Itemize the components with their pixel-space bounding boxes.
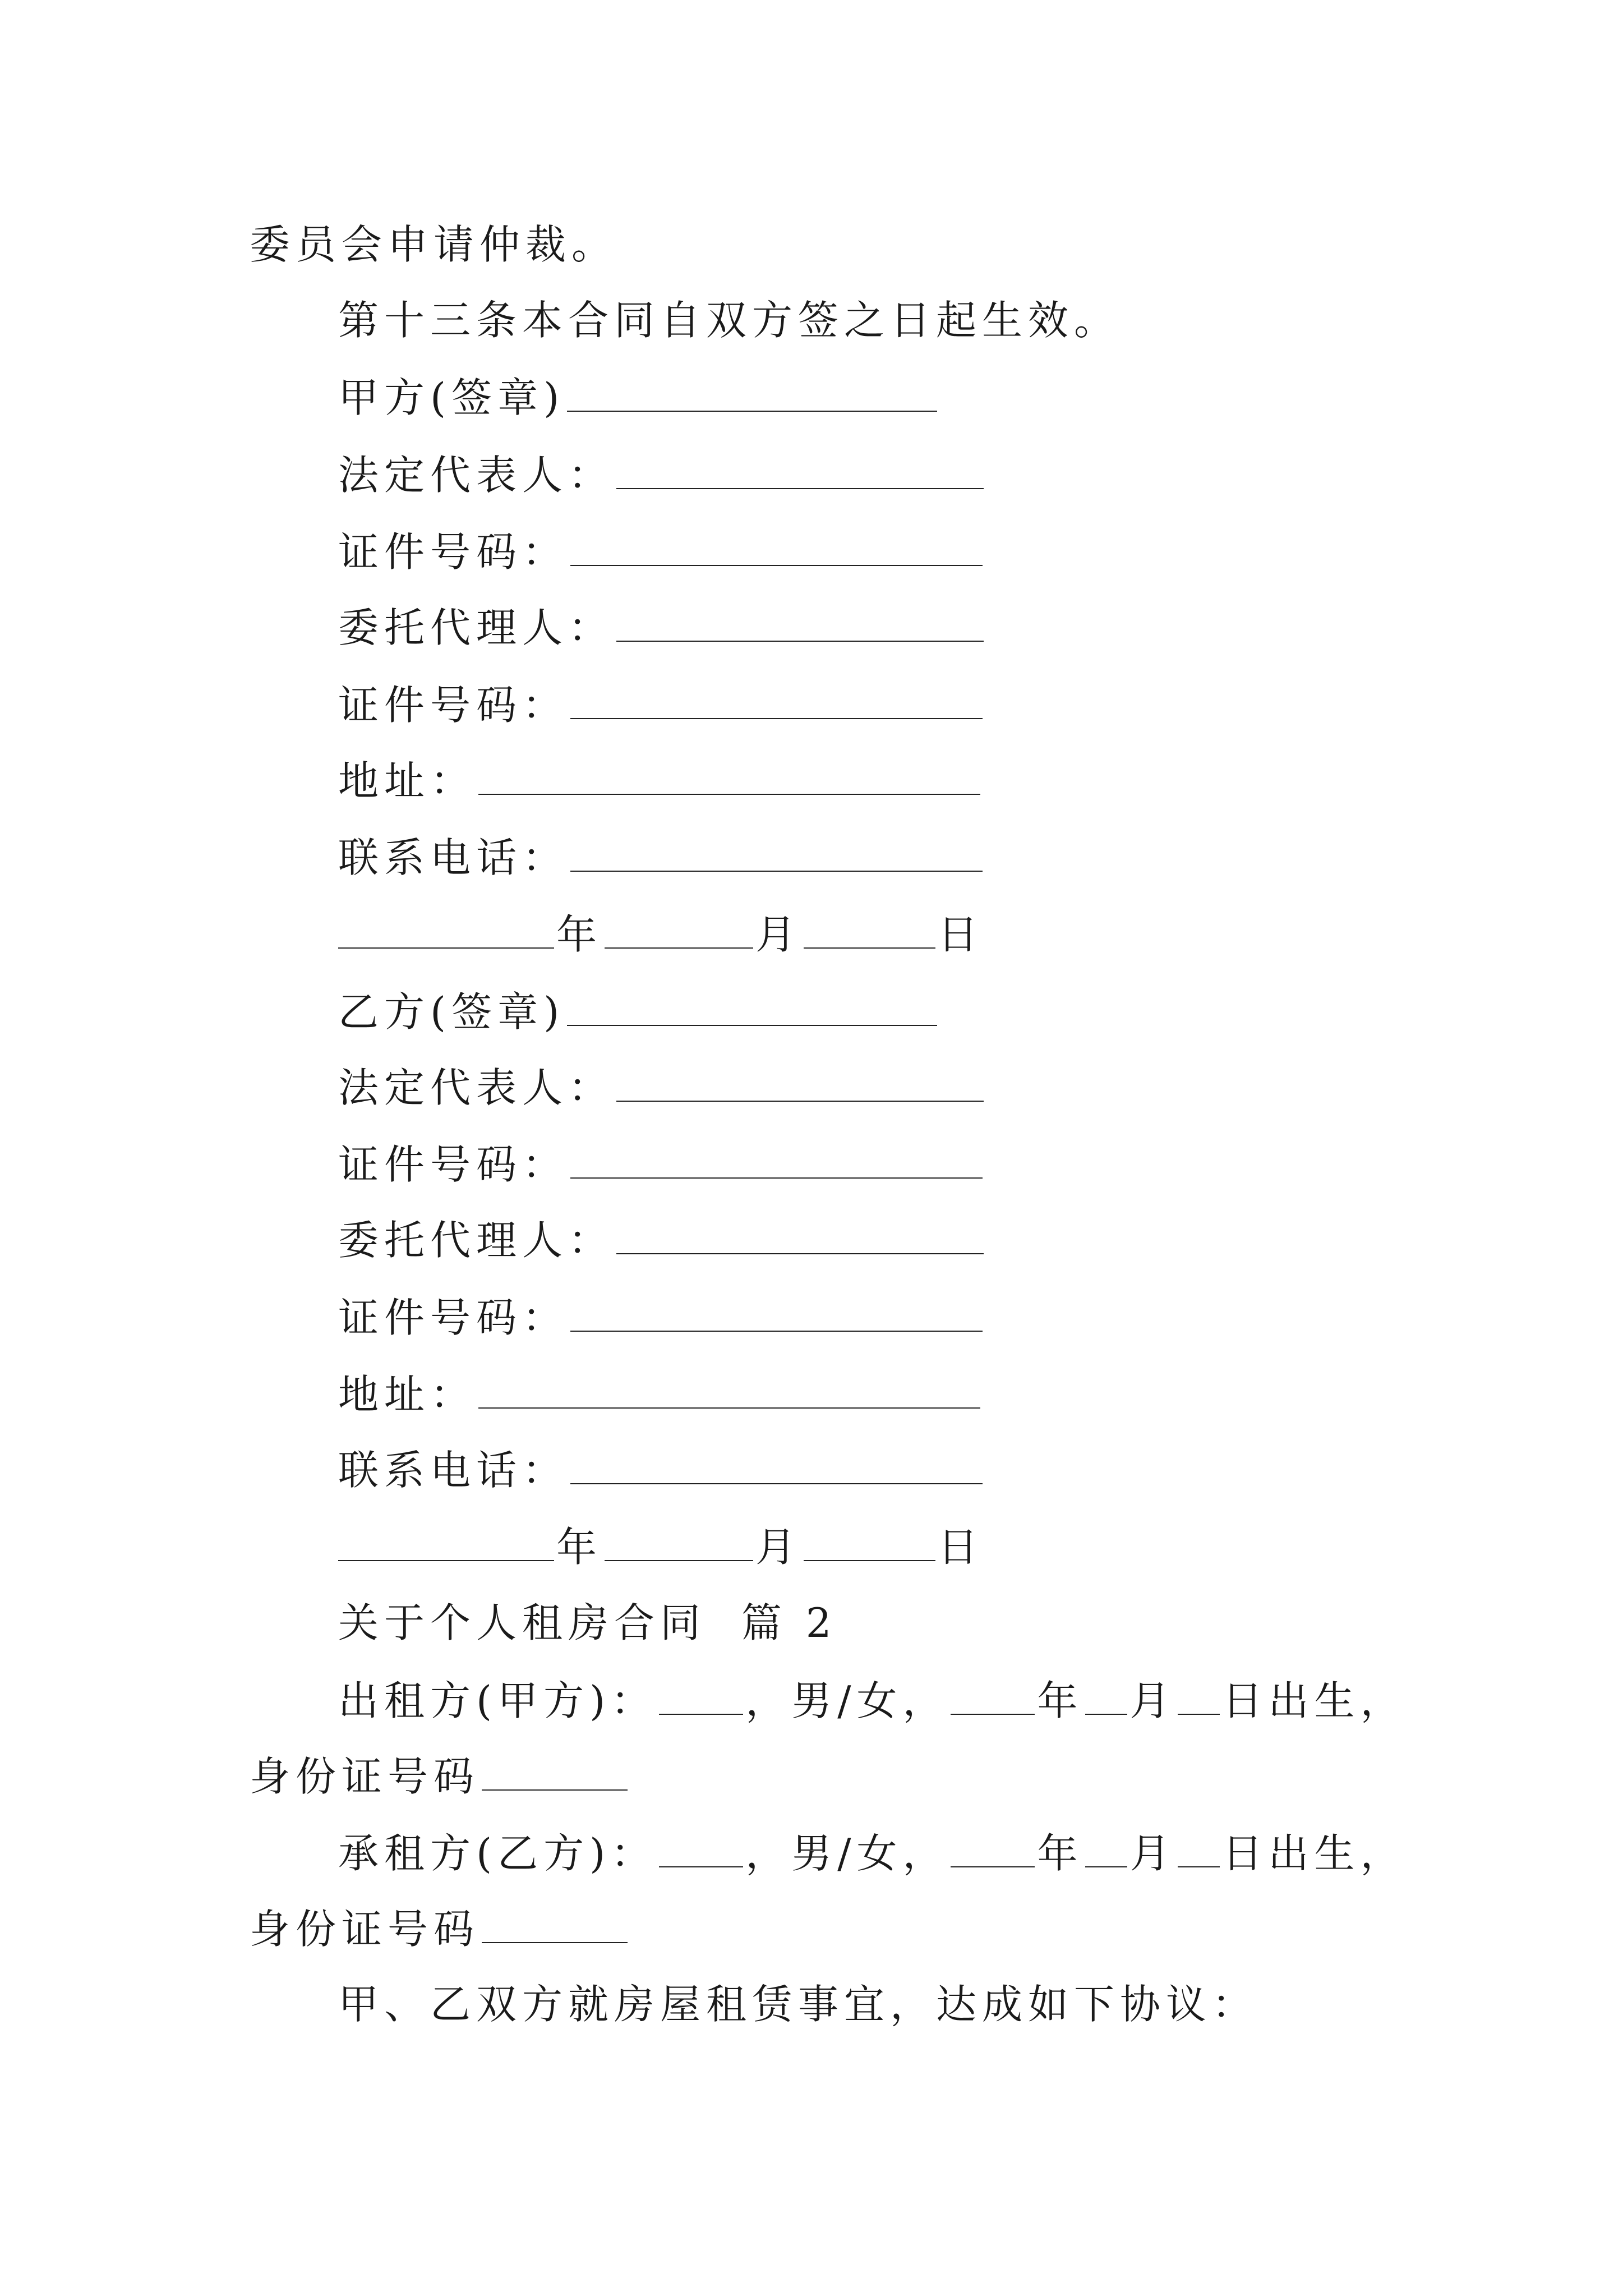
day-blank (804, 913, 935, 949)
date-field (338, 913, 984, 958)
field-label: 地址： (338, 1371, 477, 1418)
year-label: 年 (1037, 1677, 1083, 1724)
field-label: 证件号码： (338, 682, 569, 729)
year-blank (951, 1679, 1035, 1715)
month-blank (605, 1525, 753, 1561)
field-label: 证件号码： (338, 528, 569, 576)
day-label: 日 (938, 1524, 984, 1571)
form-field (338, 1066, 986, 1111)
form-field (338, 453, 986, 498)
form-field (338, 606, 986, 651)
year-label: 年 (556, 911, 603, 958)
paragraph-line (338, 1981, 1258, 2029)
paragraph-line (338, 297, 1121, 345)
month-label: 月 (755, 1524, 802, 1571)
party-line (338, 1832, 1407, 1876)
year-label: 年 (1037, 1830, 1083, 1877)
field-label: 乙方(签章) (338, 988, 565, 1036)
month-blank (1085, 1679, 1127, 1715)
field-label: 身份证号码 (250, 1906, 480, 1953)
day-label: 日 (938, 911, 984, 958)
form-field (338, 1296, 985, 1341)
form-field (338, 1373, 983, 1418)
fill-blank (567, 376, 937, 412)
party-label: 承租方(乙方)： (338, 1830, 657, 1877)
day-blank (804, 1525, 935, 1561)
form-field (338, 1143, 985, 1188)
birth-text: 日出生， (1222, 1677, 1407, 1724)
name-blank (659, 1832, 743, 1867)
id-blank (482, 1907, 628, 1943)
fill-blank (570, 836, 983, 872)
fill-blank (616, 606, 984, 642)
gender-text: ，男/女， (745, 1830, 949, 1877)
text: 委员会申请仲裁。 (250, 221, 618, 268)
year-blank (951, 1832, 1035, 1867)
field-label: 身份证号码 (250, 1753, 480, 1800)
field-label: 委托代理人： (338, 604, 615, 651)
month-label: 月 (1129, 1830, 1176, 1877)
id-blank (482, 1755, 628, 1791)
text: 第十三条本合同自双方签之日起生效。 (338, 297, 1121, 344)
id-number-field (250, 1907, 630, 1952)
party-line (338, 1679, 1407, 1724)
fill-blank (616, 1218, 984, 1254)
field-label: 委托代理人： (338, 1217, 615, 1264)
year-label: 年 (556, 1524, 603, 1571)
day-blank (1178, 1679, 1220, 1715)
fill-blank (570, 1448, 983, 1484)
form-field (338, 1218, 986, 1263)
field-label: 法定代表人： (338, 452, 615, 499)
fill-blank (570, 530, 983, 566)
fill-blank (570, 1296, 983, 1332)
party-label: 出租方(甲方)： (338, 1677, 657, 1724)
form-field (338, 759, 983, 804)
fill-blank (478, 759, 980, 795)
field-label: 证件号码： (338, 1141, 569, 1188)
date-field (338, 1525, 984, 1570)
paragraph-line (250, 221, 618, 269)
field-label: 联系电话： (338, 1447, 569, 1494)
month-blank (605, 913, 753, 949)
section-heading (338, 1599, 837, 1648)
form-field (338, 1448, 985, 1493)
month-blank (1085, 1832, 1127, 1867)
year-blank (338, 913, 554, 949)
fill-blank (616, 1066, 984, 1102)
field-label: 地址： (338, 757, 477, 804)
fill-blank (570, 1143, 983, 1179)
form-field (338, 683, 985, 728)
field-label: 联系电话： (338, 834, 569, 881)
signature-field (338, 376, 939, 421)
birth-text: 日出生， (1222, 1830, 1407, 1877)
name-blank (659, 1679, 743, 1715)
id-number-field (250, 1755, 630, 1800)
form-field (338, 530, 985, 575)
day-blank (1178, 1832, 1220, 1867)
field-label: 甲方(签章) (338, 374, 565, 421)
form-field (338, 836, 985, 881)
month-label: 月 (755, 911, 802, 958)
heading-suffix: 篇 2 (741, 1599, 837, 1646)
field-label: 证件号码： (338, 1294, 569, 1341)
year-blank (338, 1525, 554, 1561)
gender-text: ，男/女， (745, 1677, 949, 1724)
signature-field (338, 990, 939, 1035)
fill-blank (616, 453, 984, 489)
month-label: 月 (1129, 1677, 1176, 1724)
heading-title: 关于个人租房合同 (338, 1599, 707, 1646)
fill-blank (567, 990, 937, 1026)
field-label: 法定代表人： (338, 1064, 615, 1111)
fill-blank (570, 683, 983, 719)
text: 甲、乙双方就房屋租赁事宜，达成如下协议： (338, 1981, 1258, 2028)
fill-blank (478, 1373, 980, 1409)
